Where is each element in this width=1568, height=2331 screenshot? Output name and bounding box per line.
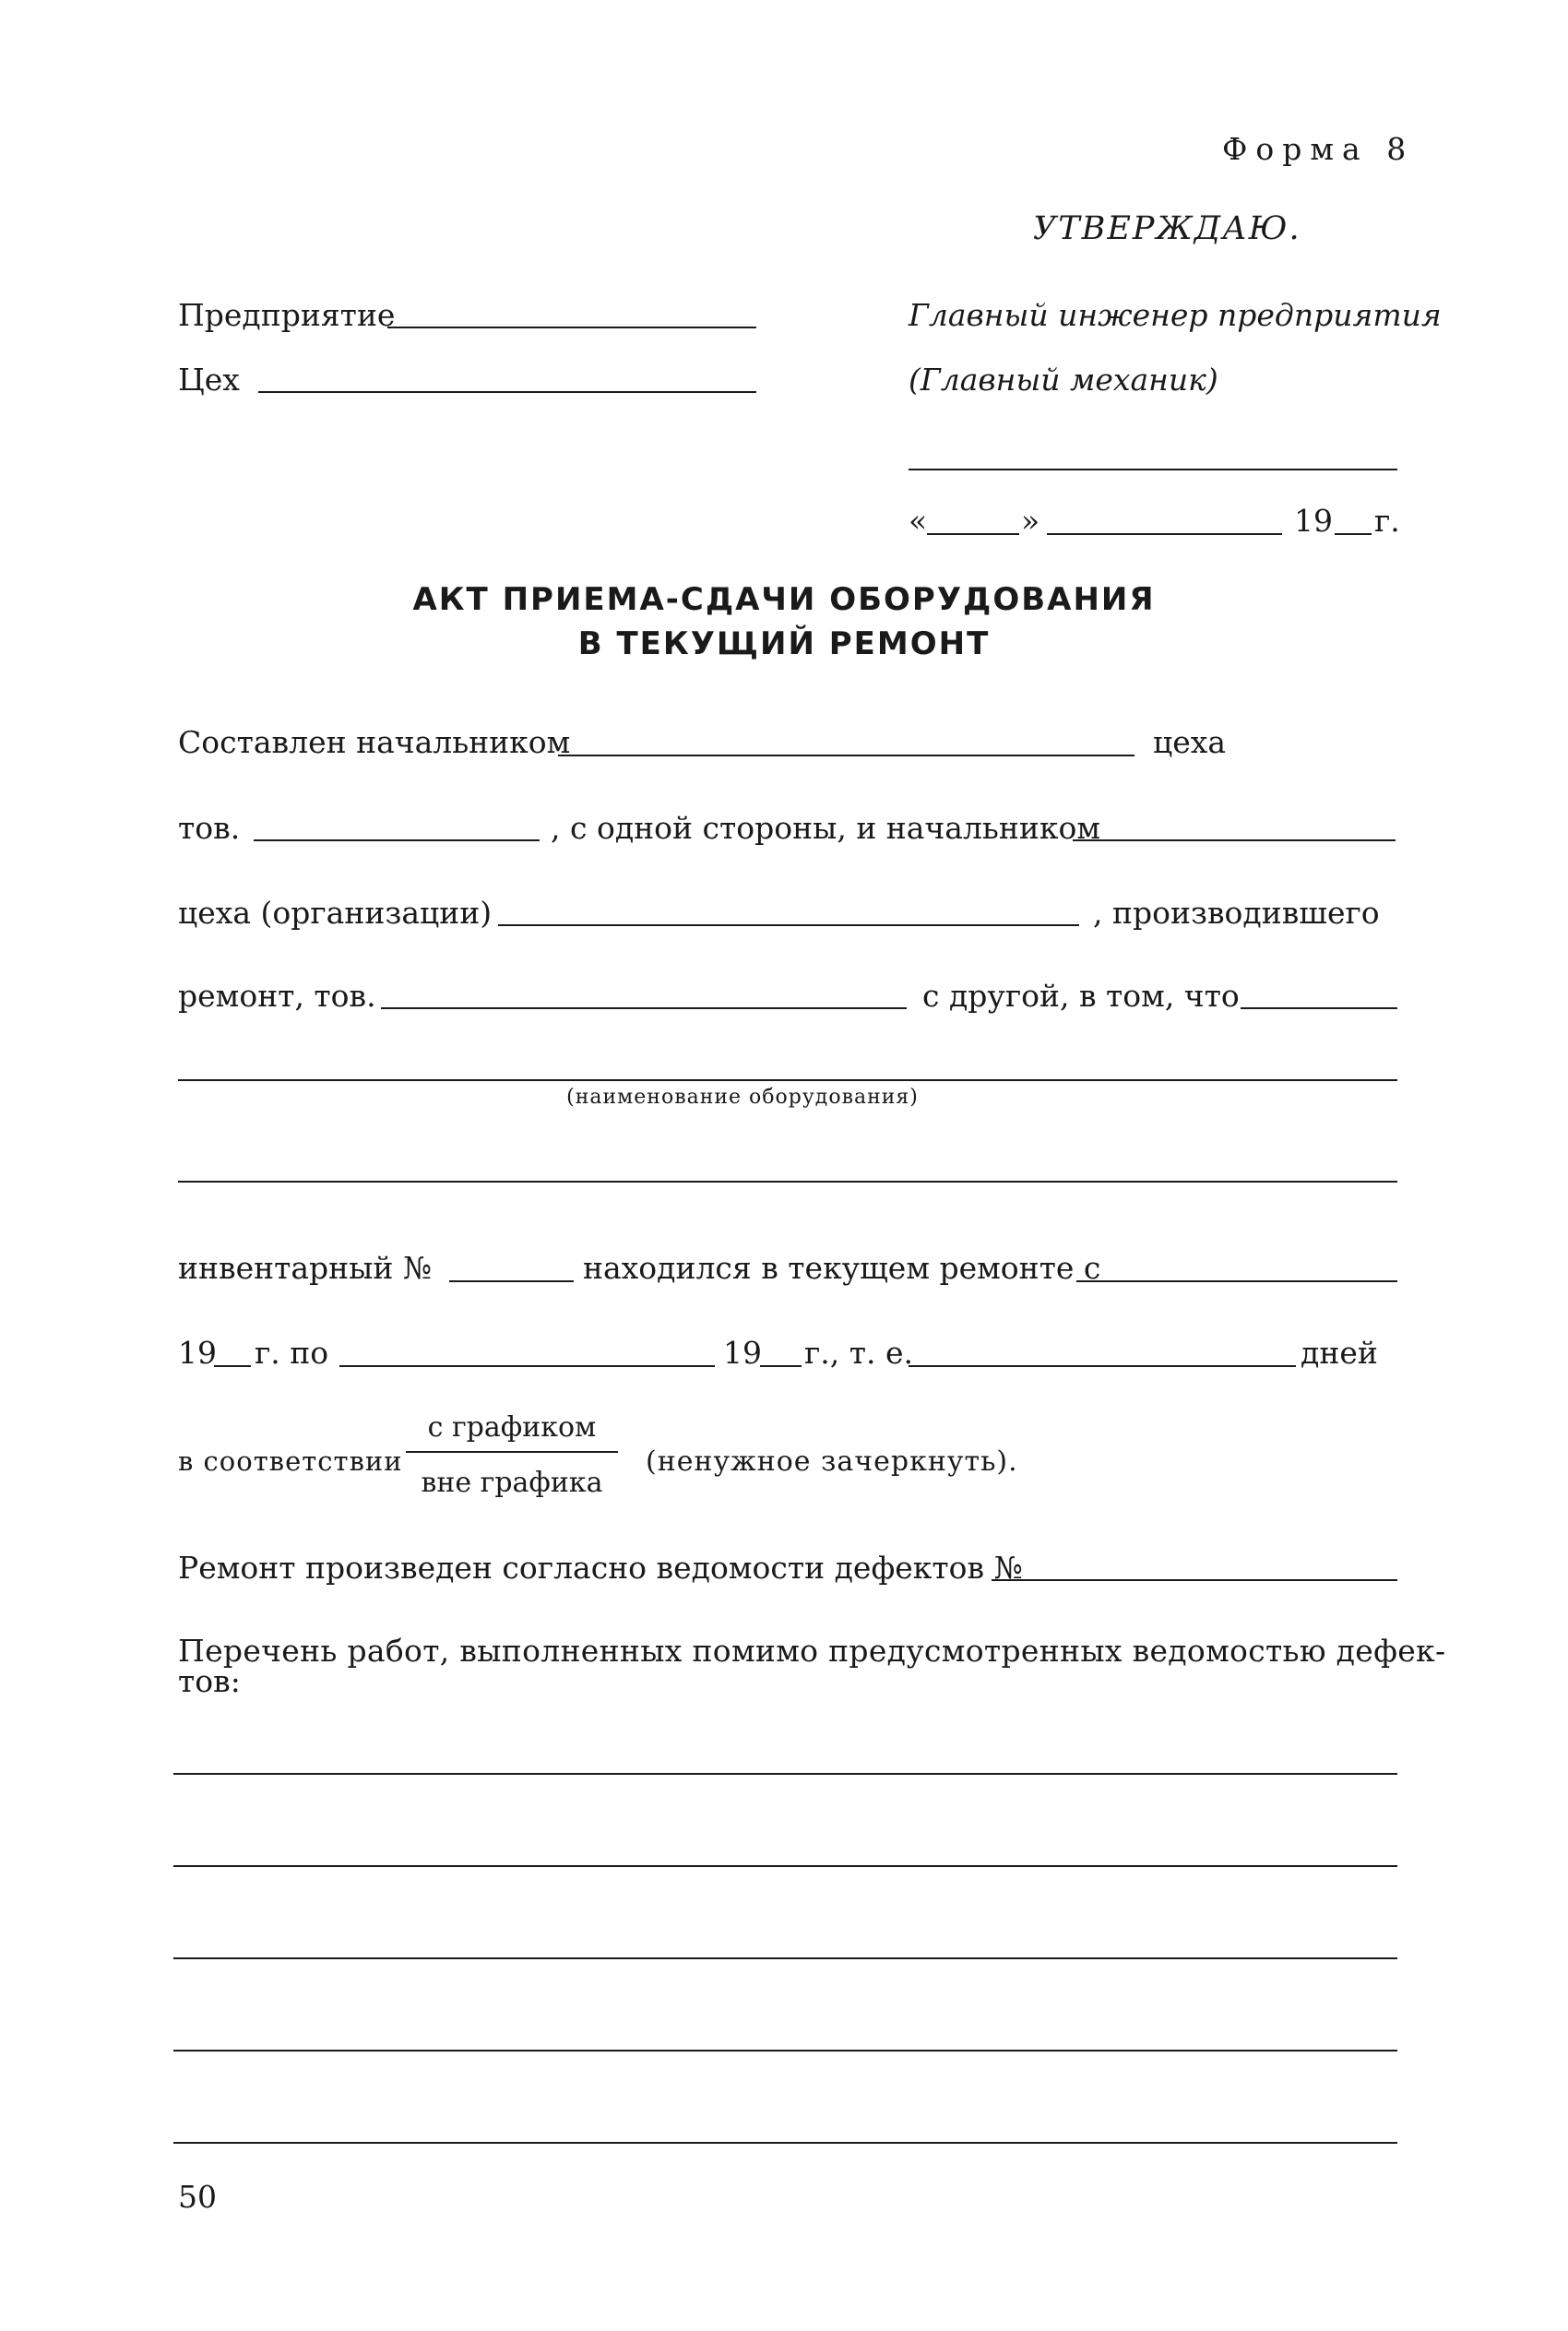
- date-close-quote: »: [1021, 503, 1040, 539]
- year-prefix-end: 19: [723, 1335, 762, 1371]
- enterprise-label: Предприятие: [178, 297, 396, 333]
- repair-comrade-field[interactable]: [381, 1007, 907, 1009]
- works-line-5[interactable]: [173, 2142, 1397, 2144]
- one-side-text: , с одной стороны, и начальником: [551, 810, 1101, 846]
- approval-role-chief-engineer: Главный инженер предприятия: [909, 297, 1442, 333]
- works-line-1[interactable]: [173, 1773, 1397, 1775]
- shop-org-label: цеха (организации): [178, 895, 493, 931]
- fraction-bar: [406, 1451, 618, 1453]
- page-number: 50: [178, 2179, 217, 2215]
- with-schedule-option[interactable]: с графиком: [427, 1411, 597, 1444]
- composed-by-label: Составлен начальником: [178, 724, 571, 760]
- shop-word: цеха: [1153, 724, 1227, 760]
- repair-end-date-field[interactable]: [339, 1365, 715, 1367]
- year-prefix-start: 19: [178, 1335, 217, 1371]
- date-open-quote: «: [909, 503, 928, 539]
- date-month-field[interactable]: [1047, 533, 1282, 535]
- date-year-field[interactable]: [1335, 533, 1372, 535]
- cross-out-note: (ненужное зачеркнуть).: [646, 1445, 1018, 1478]
- equipment-caption: (наименование оборудования): [566, 1086, 919, 1109]
- performing-text: , производившего: [1093, 895, 1380, 931]
- approval-role-chief-mechanic: (Главный механик): [909, 362, 1218, 398]
- date-day-field[interactable]: [927, 533, 1019, 535]
- works-list-label-2: тов:: [178, 1663, 241, 1699]
- repair-comrade-label: ремонт, тов.: [178, 978, 376, 1014]
- inventory-label: инвентарный №: [178, 1250, 433, 1286]
- equipment-name-field[interactable]: [178, 1079, 1397, 1081]
- days-count-field[interactable]: [909, 1365, 1296, 1367]
- g-ie-text: г., т. е.: [804, 1335, 914, 1371]
- repair-start-date-field[interactable]: [1076, 1280, 1397, 1282]
- organization-field[interactable]: [498, 924, 1079, 926]
- start-year-field[interactable]: [214, 1365, 251, 1367]
- document-title-line-2: В ТЕКУЩИЙ РЕМОНТ: [577, 625, 991, 662]
- days-label: дней: [1301, 1335, 1378, 1371]
- repair-done-text: Ремонт произведен согласно ведомости дефектов №: [178, 1550, 1023, 1586]
- statement-field-start[interactable]: [1241, 1007, 1397, 1009]
- shop-head-field[interactable]: [558, 755, 1134, 756]
- was-in-repair-text: находился в текущем ремонте с: [583, 1250, 1101, 1286]
- date-year-prefix: 19: [1294, 503, 1333, 539]
- defect-statement-number-field[interactable]: [992, 1579, 1397, 1581]
- second-head-field[interactable]: [1073, 839, 1396, 841]
- according-to-text: в соответствии: [178, 1445, 403, 1477]
- enterprise-field[interactable]: [387, 327, 756, 328]
- works-line-3[interactable]: [173, 1957, 1397, 1959]
- form-label: Форма 8: [1222, 131, 1415, 167]
- comrade-label: тов.: [178, 810, 241, 846]
- shop-label: Цех: [178, 362, 240, 398]
- out-of-schedule-option[interactable]: вне графика: [421, 1467, 603, 1499]
- works-line-4[interactable]: [173, 2050, 1397, 2052]
- approval-signature-field[interactable]: [909, 469, 1397, 470]
- end-year-field[interactable]: [760, 1365, 802, 1367]
- comrade-name-field[interactable]: [254, 839, 540, 841]
- document-title-line-1: АКТ ПРИЕМА-СДАЧИ ОБОРУДОВАНИЯ: [412, 581, 1156, 618]
- works-list-label-1: Перечень работ, выполненных помимо предусмотренных ведомостью дефек-: [178, 1633, 1446, 1669]
- inventory-number-field[interactable]: [449, 1280, 574, 1282]
- shop-field[interactable]: [258, 391, 756, 393]
- approval-heading: УТВЕРЖДАЮ.: [1033, 210, 1301, 247]
- other-side-text: с другой, в том, что: [922, 978, 1240, 1014]
- works-line-2[interactable]: [173, 1865, 1397, 1867]
- date-year-suffix: г.: [1374, 503, 1400, 539]
- g-po-text: г. по: [255, 1335, 329, 1371]
- equipment-name-field-2[interactable]: [178, 1181, 1397, 1183]
